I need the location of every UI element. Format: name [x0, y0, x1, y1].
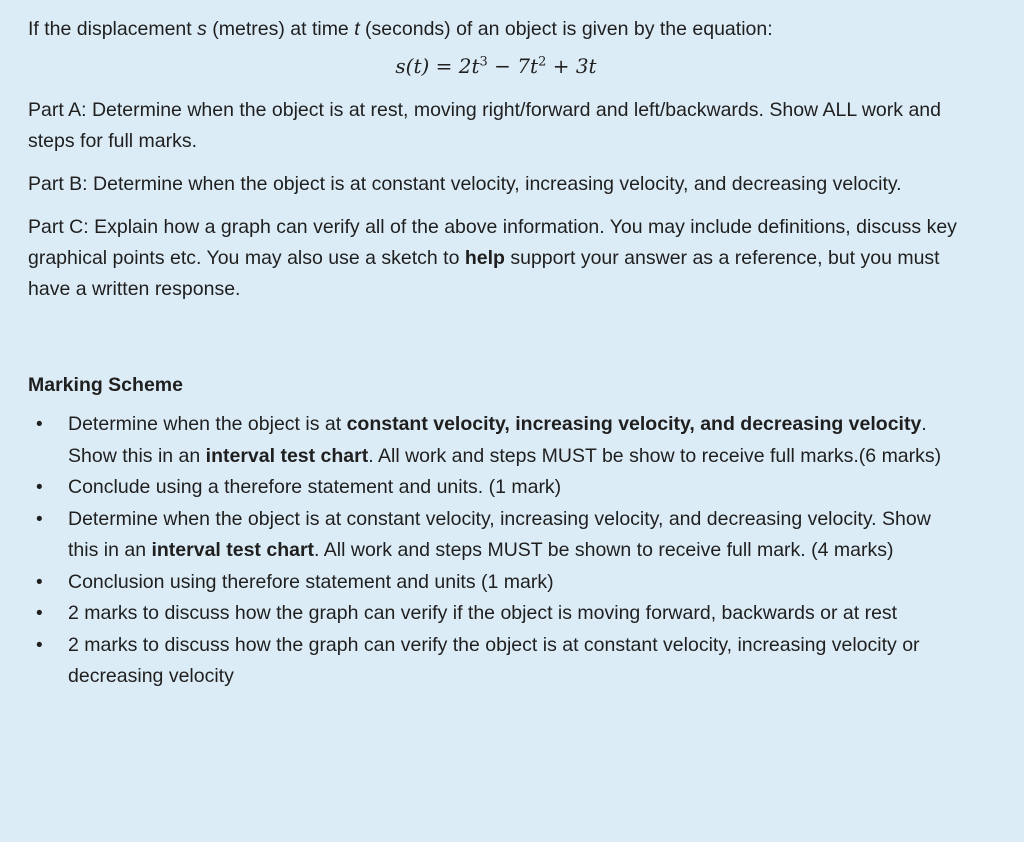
variable-t: t: [354, 18, 360, 40]
item-text: . All work and steps MUST be show to receive full marks.(6 marks): [368, 444, 942, 467]
list-item: [28, 472, 964, 504]
displacement-equation: [28, 49, 964, 83]
equation-part: − 7t: [487, 54, 539, 78]
item-text: . Show this in an: [68, 413, 927, 467]
part-c-text: Part C: Explain how a graph can verify all of the above information. You may include definitions, discuss key graphical points etc. You may also use a sketch to: [28, 216, 957, 269]
part-c-emphasis: help: [464, 247, 505, 269]
part-c-text: support your answer as a reference, but you must have a written response.: [28, 247, 940, 300]
marking-scheme-title: Marking Scheme: [28, 374, 183, 396]
intro-text: [28, 14, 964, 45]
bullet-icon: •: [36, 603, 43, 624]
variable-s: s: [197, 18, 207, 40]
item-text: Determine when the object is at: [68, 413, 347, 435]
item-text: Determine when the object is at constant velocity, increasing velocity, and decreasing velocity. Show this in an: [68, 507, 931, 561]
list-item: [28, 630, 964, 693]
intro-text-part: (metres) at time: [206, 18, 355, 40]
part-a: Part A: Determine when the object is at rest, moving right/forward and left/backwards. Show ALL work and steps for full marks.: [28, 99, 941, 152]
bullet-icon: •: [36, 477, 43, 498]
list-item: [28, 567, 964, 599]
equation-part: s(t) = 2t: [395, 54, 480, 78]
item-text: Conclude using a therefore statement and units. (1 mark): [68, 476, 562, 498]
intro-text-part: (seconds) of an object is given by the equation:: [359, 18, 773, 40]
part-c: [28, 212, 964, 305]
equation-exponent: 3: [479, 54, 488, 70]
intro-text-part: If the displacement: [28, 18, 198, 40]
item-text: . All work and steps MUST be shown to receive full mark. (4 marks): [314, 539, 894, 561]
list-item: [28, 504, 964, 567]
list-item: [28, 409, 964, 472]
bullet-icon: •: [36, 508, 43, 530]
section-spacer: [28, 317, 964, 370]
item-emphasis: constant velocity, increasing velocity, and decreasing velocity: [346, 413, 922, 435]
equation-exponent: 2: [538, 54, 547, 70]
item-emphasis: interval test chart: [151, 539, 315, 561]
item-text: 2 marks to discuss how the graph can verify if the object is moving forward, backwards or at rest: [68, 602, 898, 624]
part-b: Part B: Determine when the object is at constant velocity, increasing velocity, and decreasing velocity.: [28, 173, 902, 195]
equation-part: + 3t: [546, 54, 597, 78]
marking-scheme-list: [28, 409, 964, 693]
bullet-icon: •: [36, 571, 43, 593]
list-item: [28, 598, 964, 630]
bullet-icon: •: [36, 634, 43, 656]
item-emphasis: interval test chart: [205, 444, 369, 467]
item-text: Conclusion using therefore statement and units (1 mark): [68, 570, 554, 593]
item-text: 2 marks to discuss how the graph can verify the object is at constant velocity, increasing velocity or decreasing velocity: [68, 633, 920, 687]
bullet-icon: •: [36, 414, 43, 435]
